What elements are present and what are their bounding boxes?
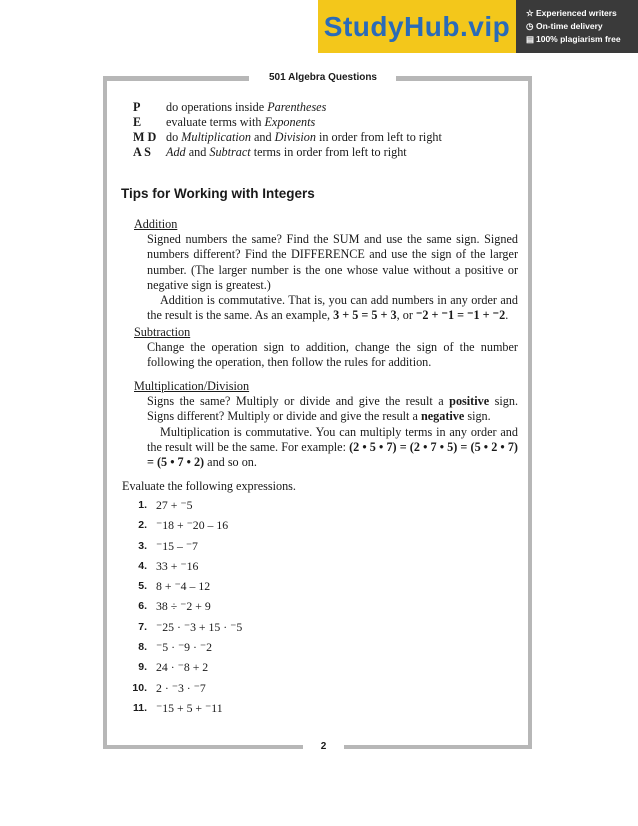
exercise-expression: ⁻18 + ⁻20 – 16 [156,518,229,533]
exercise-number: 9. [138,661,147,674]
exercise-item [122,559,242,579]
exercise-item [122,579,242,599]
exercise-expression: ⁻5 · ⁻9 · ⁻2 [156,640,213,655]
pemdas-row: M D do Multiplication and Division in order from left to right [133,130,442,144]
studyhub-banner[interactable] [318,0,638,53]
exercise-number: 11. [132,701,147,714]
exercise-expression: 2 · ⁻3 · ⁻7 [156,680,206,695]
exercise-item [122,620,242,640]
exercise-expression: ⁻15 + 5 + ⁻11 [156,700,223,715]
running-head: 501 Algebra Questions [269,72,377,83]
exercise-expression: 27 + ⁻5 [156,498,193,512]
exercise-number: 8. [138,641,147,654]
exercise-list [122,498,242,721]
addition-section [134,217,518,323]
frame-border [344,745,532,749]
exercise-number: 10. [132,681,147,694]
exercise-expression: 33 + ⁻16 [156,558,199,573]
exercise-number: 1. [138,499,147,511]
feature-plagiarism-free: ▤ 100% plagiarism free [526,34,621,44]
feature-on-time-delivery: ◷ On-time delivery [526,21,603,31]
exercise-expression: ⁻25 · ⁻3 + 15 · ⁻5 [156,619,243,634]
multiplication-paragraph: Signs the same? Multiply or divide and give the result a positive sign. Signs different? Multiply or divide and give the result a negative sign. [147,394,518,424]
exercise-instructions: Evaluate the following expressions. [122,479,296,493]
banner-features [526,7,621,46]
exercise-item [122,701,242,721]
exercise-item [122,599,242,619]
exercise-number: 3. [138,539,147,552]
exercise-item [122,681,242,701]
addition-paragraph: Signed numbers the same? Find the SUM and use the same sign. Signed numbers different? Find the DIFFERENCE and use the sign of the larger number. (The larger number is the one whose value without a positive or negative sign is greatest.) [147,232,518,292]
exercise-item [122,498,242,518]
exercise-item [122,660,242,680]
exercise-number: 5. [138,580,147,593]
multiplication-section [134,379,518,470]
exercise-number: 7. [138,620,147,633]
exercise-number: 4. [138,559,147,572]
multiplication-heading: Multiplication/Division [134,379,250,393]
frame-border [396,76,532,81]
studyhub-logo[interactable]: StudyHub.vip [318,0,516,53]
exercise-expression: 8 + ⁻4 – 12 [156,579,211,594]
clock-icon: ◷ [526,21,534,31]
frame-border [103,745,303,749]
star-icon: ☆ [526,8,534,18]
pemdas-row: A S Add and Subtract terms in order from left to right [133,145,407,159]
page-number: 2 [320,741,327,752]
exercise-item [122,518,242,538]
pemdas-row: E evaluate terms with Exponents [133,115,316,129]
subtraction-paragraph: Change the operation sign to addition, change the sign of the number following the operation, then follow the rules for addition. [147,340,518,370]
section-title: Tips for Working with Integers [121,186,315,201]
subtraction-heading: Subtraction [134,325,191,339]
multiplication-commutative-paragraph: Multiplication is commutative. You can multiply terms in any order and the result will be the same. For example: (2 • 5 • 7) = (2 • 7 • 5) = (5 • 2 • 7) = (5 • 7 • 2) and so on. [147,424,518,470]
exercise-item [122,640,242,660]
subtraction-section [134,325,518,371]
exercise-expression: 24 · ⁻8 + 2 [156,660,209,675]
pemdas-list [133,100,442,160]
document-icon: ▤ [526,34,535,44]
exercise-expression: ⁻15 – ⁻7 [156,538,198,553]
exercise-number: 2. [138,519,147,532]
frame-border [103,76,249,81]
addition-commutative-paragraph: Addition is commutative. That is, you can add numbers in any order and the result is the same. As an example, 3 + 5 = 5 + 3, or ⁻2 + ⁻1 = ⁻1 + ⁻2. [147,293,518,323]
exercise-item [122,539,242,559]
addition-heading: Addition [134,217,178,231]
frame-border [528,76,532,748]
pemdas-row: P do operations inside Parentheses [133,100,327,114]
exercise-expression: 38 ÷ ⁻2 + 9 [156,599,211,614]
feature-experienced-writers: ☆ Experienced writers [526,8,617,18]
exercise-number: 6. [138,600,147,613]
frame-border [103,76,107,748]
